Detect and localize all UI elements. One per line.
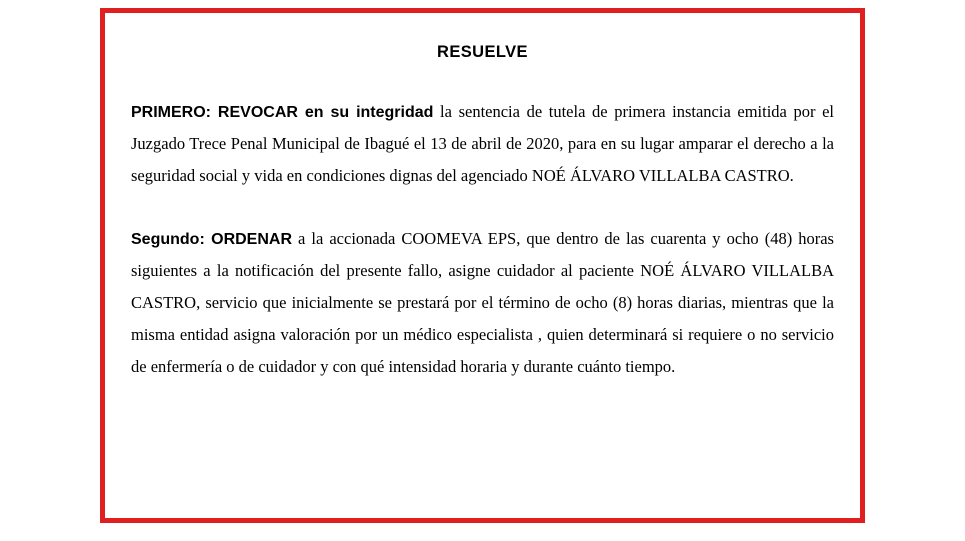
- highlighted-resolution-box: [100, 8, 865, 523]
- paragraph-primero: [131, 96, 834, 193]
- page-title: RESUELVE: [437, 43, 528, 61]
- page-bottom-margin: [0, 523, 965, 541]
- paragraph-primero-text: la sentencia de tutela de primera instancia emitida por el Juzgado Trece Penal Municipal de Ibagué el 13 de abril de 2020, para en su lugar amparar el derecho a la seguridad social y vida en condiciones dignas del agenciado NOÉ ÁLVARO VILLALBA CASTRO.: [131, 102, 834, 186]
- paragraph-primero-lead: PRIMERO: REVOCAR en su integridad: [131, 104, 434, 121]
- paragraph-segundo-text: a la accionada COOMEVA EPS, que dentro de las cuarenta y ocho (48) horas siguientes a la notificación del presente fallo, asigne cuidador al paciente NOÉ ÁLVARO VILLALBA CASTRO, servicio que inicialmente se prestará por el término de ocho (8) horas diarias, mientras que la misma entidad asigna valoración por un médico especialista , quien determinará si requiere o no servicio de enfermería o de cuidador y con qué intensidad horaria y durante cuánto tiempo.: [131, 228, 834, 377]
- paragraph-segundo: [131, 223, 834, 384]
- paragraph-segundo-lead: Segundo: ORDENAR: [131, 230, 293, 248]
